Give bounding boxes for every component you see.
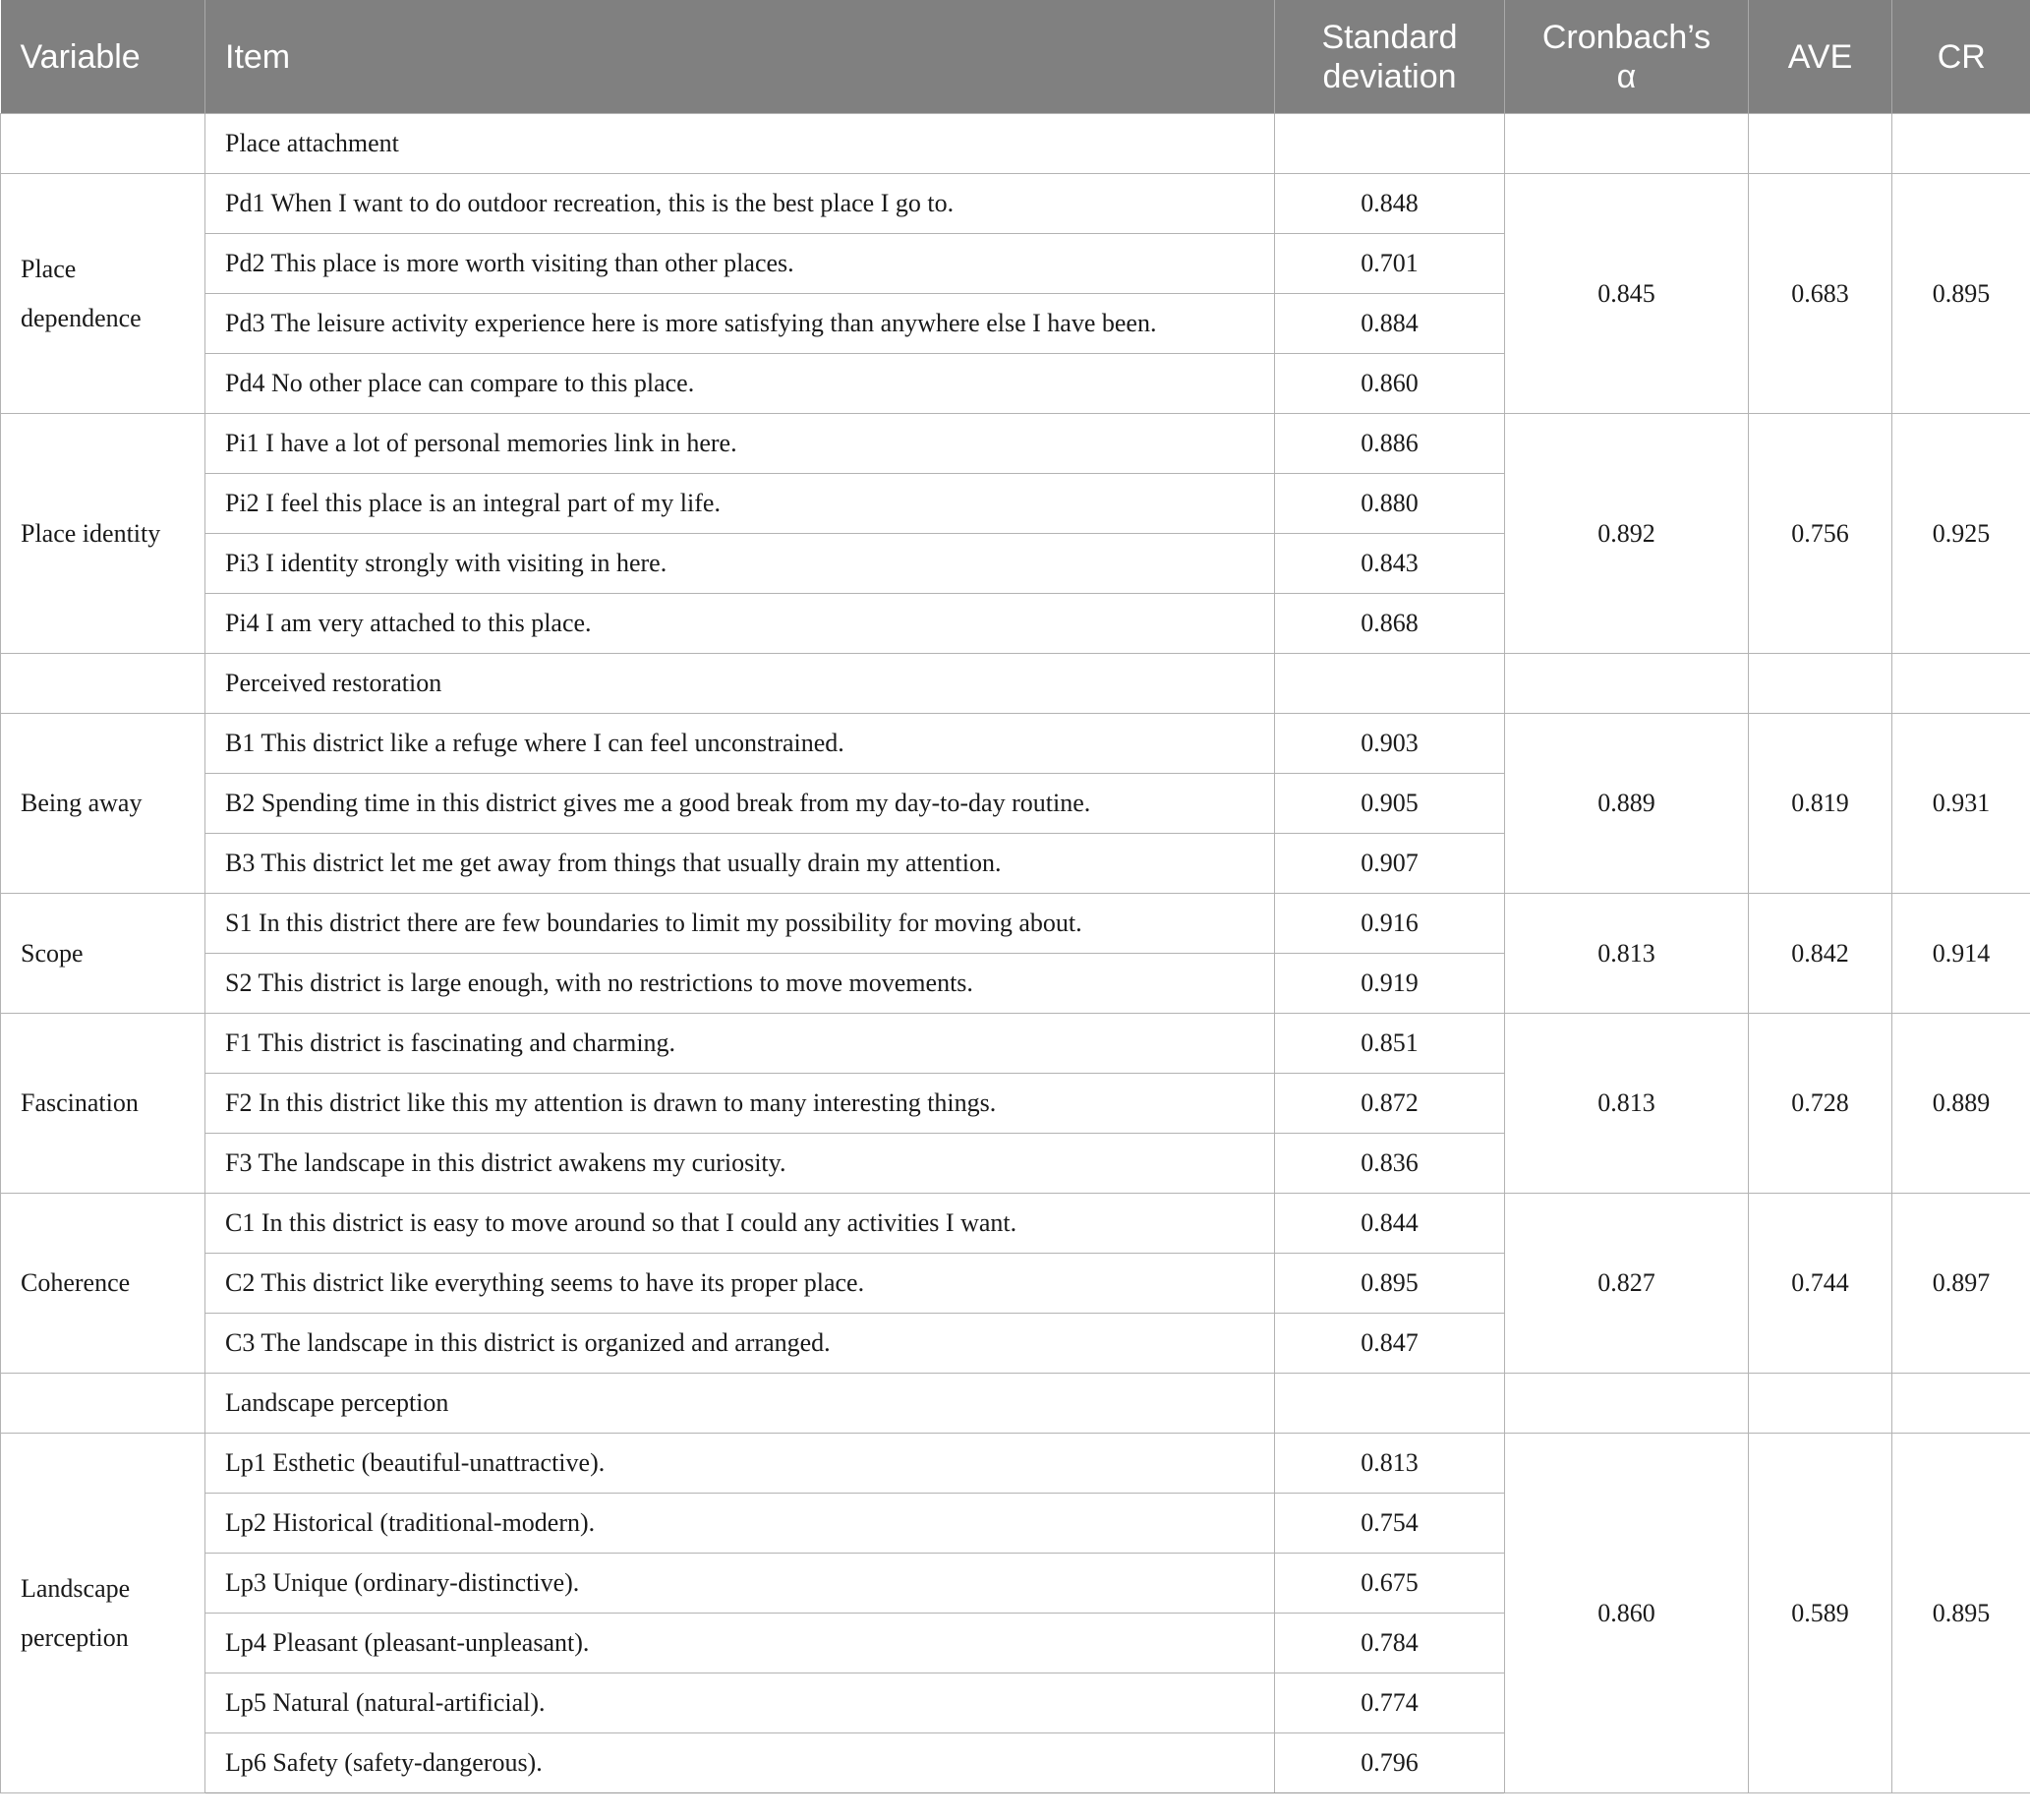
cr-value: 0.895 xyxy=(1892,174,2030,414)
standard-deviation-value: 0.701 xyxy=(1275,234,1505,294)
standard-deviation-value: 0.675 xyxy=(1275,1554,1505,1614)
standard-deviation-value: 0.895 xyxy=(1275,1254,1505,1314)
section-empty-cell xyxy=(1505,1374,1749,1434)
table-row xyxy=(1,1434,2030,1494)
section-variable-cell xyxy=(1,654,205,714)
item-text: Pi1 I have a lot of personal memories link in here. xyxy=(205,414,1275,474)
section-title: Landscape perception xyxy=(205,1374,1275,1434)
table-row xyxy=(1,414,2030,474)
variable-name-line2: dependence xyxy=(21,303,142,332)
standard-deviation-value: 0.813 xyxy=(1275,1434,1505,1494)
variable-name-line1: Place identity xyxy=(21,518,161,548)
section-empty-cell xyxy=(1505,654,1749,714)
header-cronbach-alpha xyxy=(1505,0,1749,114)
table-row xyxy=(1,894,2030,954)
standard-deviation-value: 0.868 xyxy=(1275,594,1505,654)
item-text: C1 In this district is easy to move around so that I could any activities I want. xyxy=(205,1194,1275,1254)
header-sd-line1: Standard xyxy=(1321,18,1458,56)
item-text: C3 The landscape in this district is organized and arranged. xyxy=(205,1314,1275,1374)
section-title: Place attachment xyxy=(205,114,1275,174)
cr-value: 0.889 xyxy=(1892,1014,2030,1194)
standard-deviation-value: 0.916 xyxy=(1275,894,1505,954)
table-header xyxy=(1,0,2030,114)
section-empty-cell xyxy=(1749,114,1892,174)
table-row xyxy=(1,1194,2030,1254)
standard-deviation-value: 0.847 xyxy=(1275,1314,1505,1374)
item-text: B3 This district let me get away from things that usually drain my attention. xyxy=(205,834,1275,894)
header-cr: CR xyxy=(1892,0,2030,114)
standard-deviation-value: 0.919 xyxy=(1275,954,1505,1014)
section-empty-cell xyxy=(1749,654,1892,714)
standard-deviation-value: 0.905 xyxy=(1275,774,1505,834)
variable-cell xyxy=(1,1014,205,1194)
cr-value: 0.895 xyxy=(1892,1434,2030,1793)
item-text: Lp6 Safety (safety-dangerous). xyxy=(205,1733,1275,1793)
cr-value: 0.897 xyxy=(1892,1194,2030,1374)
header-ave: AVE xyxy=(1749,0,1892,114)
standard-deviation-value: 0.844 xyxy=(1275,1194,1505,1254)
standard-deviation-value: 0.880 xyxy=(1275,474,1505,534)
cr-value: 0.931 xyxy=(1892,714,2030,894)
standard-deviation-value: 0.872 xyxy=(1275,1074,1505,1134)
item-text: Pi2 I feel this place is an integral part of my life. xyxy=(205,474,1275,534)
header-row xyxy=(1,0,2030,114)
cronbach-alpha-value: 0.813 xyxy=(1505,1014,1749,1194)
item-text: F1 This district is fascinating and charming. xyxy=(205,1014,1275,1074)
standard-deviation-value: 0.774 xyxy=(1275,1673,1505,1733)
standard-deviation-value: 0.886 xyxy=(1275,414,1505,474)
standard-deviation-value: 0.884 xyxy=(1275,294,1505,354)
section-empty-cell xyxy=(1892,654,2030,714)
variable-name-line1: Landscape xyxy=(21,1573,131,1603)
standard-deviation-value: 0.848 xyxy=(1275,174,1505,234)
section-row xyxy=(1,114,2030,174)
ave-value: 0.589 xyxy=(1749,1434,1892,1793)
ave-value: 0.756 xyxy=(1749,414,1892,654)
cronbach-alpha-value: 0.813 xyxy=(1505,894,1749,1014)
item-text: Pd2 This place is more worth visiting than other places. xyxy=(205,234,1275,294)
header-alpha-line2: α xyxy=(1616,57,1637,95)
standard-deviation-value: 0.843 xyxy=(1275,534,1505,594)
item-text: Lp3 Unique (ordinary-distinctive). xyxy=(205,1554,1275,1614)
variable-name-line1: Being away xyxy=(21,789,143,817)
variable-name-line1: Place xyxy=(21,254,77,283)
cronbach-alpha-value: 0.892 xyxy=(1505,414,1749,654)
section-empty-cell xyxy=(1275,1374,1505,1434)
item-text: Lp2 Historical (traditional-modern). xyxy=(205,1494,1275,1554)
standard-deviation-value: 0.784 xyxy=(1275,1614,1505,1673)
ave-value: 0.744 xyxy=(1749,1194,1892,1374)
item-text: Pd4 No other place can compare to this place. xyxy=(205,354,1275,414)
standard-deviation-value: 0.754 xyxy=(1275,1494,1505,1554)
section-empty-cell xyxy=(1749,1374,1892,1434)
standard-deviation-value: 0.851 xyxy=(1275,1014,1505,1074)
header-item: Item xyxy=(205,0,1275,114)
item-text: Pi3 I identity strongly with visiting in here. xyxy=(205,534,1275,594)
item-text: B2 Spending time in this district gives me a good break from my day-to-day routine. xyxy=(205,774,1275,834)
item-text: Pd1 When I want to do outdoor recreation, this is the best place I go to. xyxy=(205,174,1275,234)
section-row xyxy=(1,654,2030,714)
cronbach-alpha-value: 0.845 xyxy=(1505,174,1749,414)
item-text: B1 This district like a refuge where I can feel unconstrained. xyxy=(205,714,1275,774)
section-row xyxy=(1,1374,2030,1434)
standard-deviation-value: 0.860 xyxy=(1275,354,1505,414)
section-title: Perceived restoration xyxy=(205,654,1275,714)
ave-value: 0.683 xyxy=(1749,174,1892,414)
variable-cell xyxy=(1,174,205,414)
ave-value: 0.728 xyxy=(1749,1014,1892,1194)
cronbach-alpha-value: 0.889 xyxy=(1505,714,1749,894)
item-text: Lp1 Esthetic (beautiful-unattractive). xyxy=(205,1434,1275,1494)
section-empty-cell xyxy=(1275,654,1505,714)
item-text: S2 This district is large enough, with no restrictions to move movements. xyxy=(205,954,1275,1014)
cr-value: 0.914 xyxy=(1892,894,2030,1014)
variable-name-line1: Fascination xyxy=(21,1088,139,1117)
item-text: F2 In this district like this my attention is drawn to many interesting things. xyxy=(205,1074,1275,1134)
ave-value: 0.842 xyxy=(1749,894,1892,1014)
standard-deviation-value: 0.907 xyxy=(1275,834,1505,894)
table-body xyxy=(1,114,2030,1793)
item-text: S1 In this district there are few boundaries to limit my possibility for moving about. xyxy=(205,894,1275,954)
table-row xyxy=(1,1014,2030,1074)
header-variable: Variable xyxy=(1,0,205,114)
variable-name-line1: Scope xyxy=(21,938,84,968)
item-text: Lp5 Natural (natural-artificial). xyxy=(205,1673,1275,1733)
table-row xyxy=(1,714,2030,774)
section-empty-cell xyxy=(1505,114,1749,174)
item-text: Pi4 I am very attached to this place. xyxy=(205,594,1275,654)
section-empty-cell xyxy=(1892,1374,2030,1434)
item-text: Lp4 Pleasant (pleasant-unpleasant). xyxy=(205,1614,1275,1673)
cr-value: 0.925 xyxy=(1892,414,2030,654)
header-sd-line2: deviation xyxy=(1322,57,1457,95)
section-variable-cell xyxy=(1,114,205,174)
item-text: F3 The landscape in this district awakens my curiosity. xyxy=(205,1134,1275,1194)
standard-deviation-value: 0.796 xyxy=(1275,1733,1505,1793)
variable-name-line1: Coherence xyxy=(21,1268,131,1297)
variable-cell xyxy=(1,1434,205,1793)
standard-deviation-value: 0.903 xyxy=(1275,714,1505,774)
section-variable-cell xyxy=(1,1374,205,1434)
cronbach-alpha-value: 0.860 xyxy=(1505,1434,1749,1793)
standard-deviation-value: 0.836 xyxy=(1275,1134,1505,1194)
item-text: C2 This district like everything seems to have its proper place. xyxy=(205,1254,1275,1314)
item-text: Pd3 The leisure activity experience here is more satisfying than anywhere else I have been. xyxy=(205,294,1275,354)
variable-cell xyxy=(1,894,205,1014)
variable-cell xyxy=(1,714,205,894)
header-alpha-line1: Cronbach’s xyxy=(1541,18,1711,56)
variable-name-line2: perception xyxy=(21,1622,129,1652)
variable-cell xyxy=(1,1194,205,1374)
variable-cell xyxy=(1,414,205,654)
table-row xyxy=(1,174,2030,234)
section-empty-cell xyxy=(1892,114,2030,174)
ave-value: 0.819 xyxy=(1749,714,1892,894)
header-standard-deviation xyxy=(1275,0,1505,114)
cronbach-alpha-value: 0.827 xyxy=(1505,1194,1749,1374)
section-empty-cell xyxy=(1275,114,1505,174)
